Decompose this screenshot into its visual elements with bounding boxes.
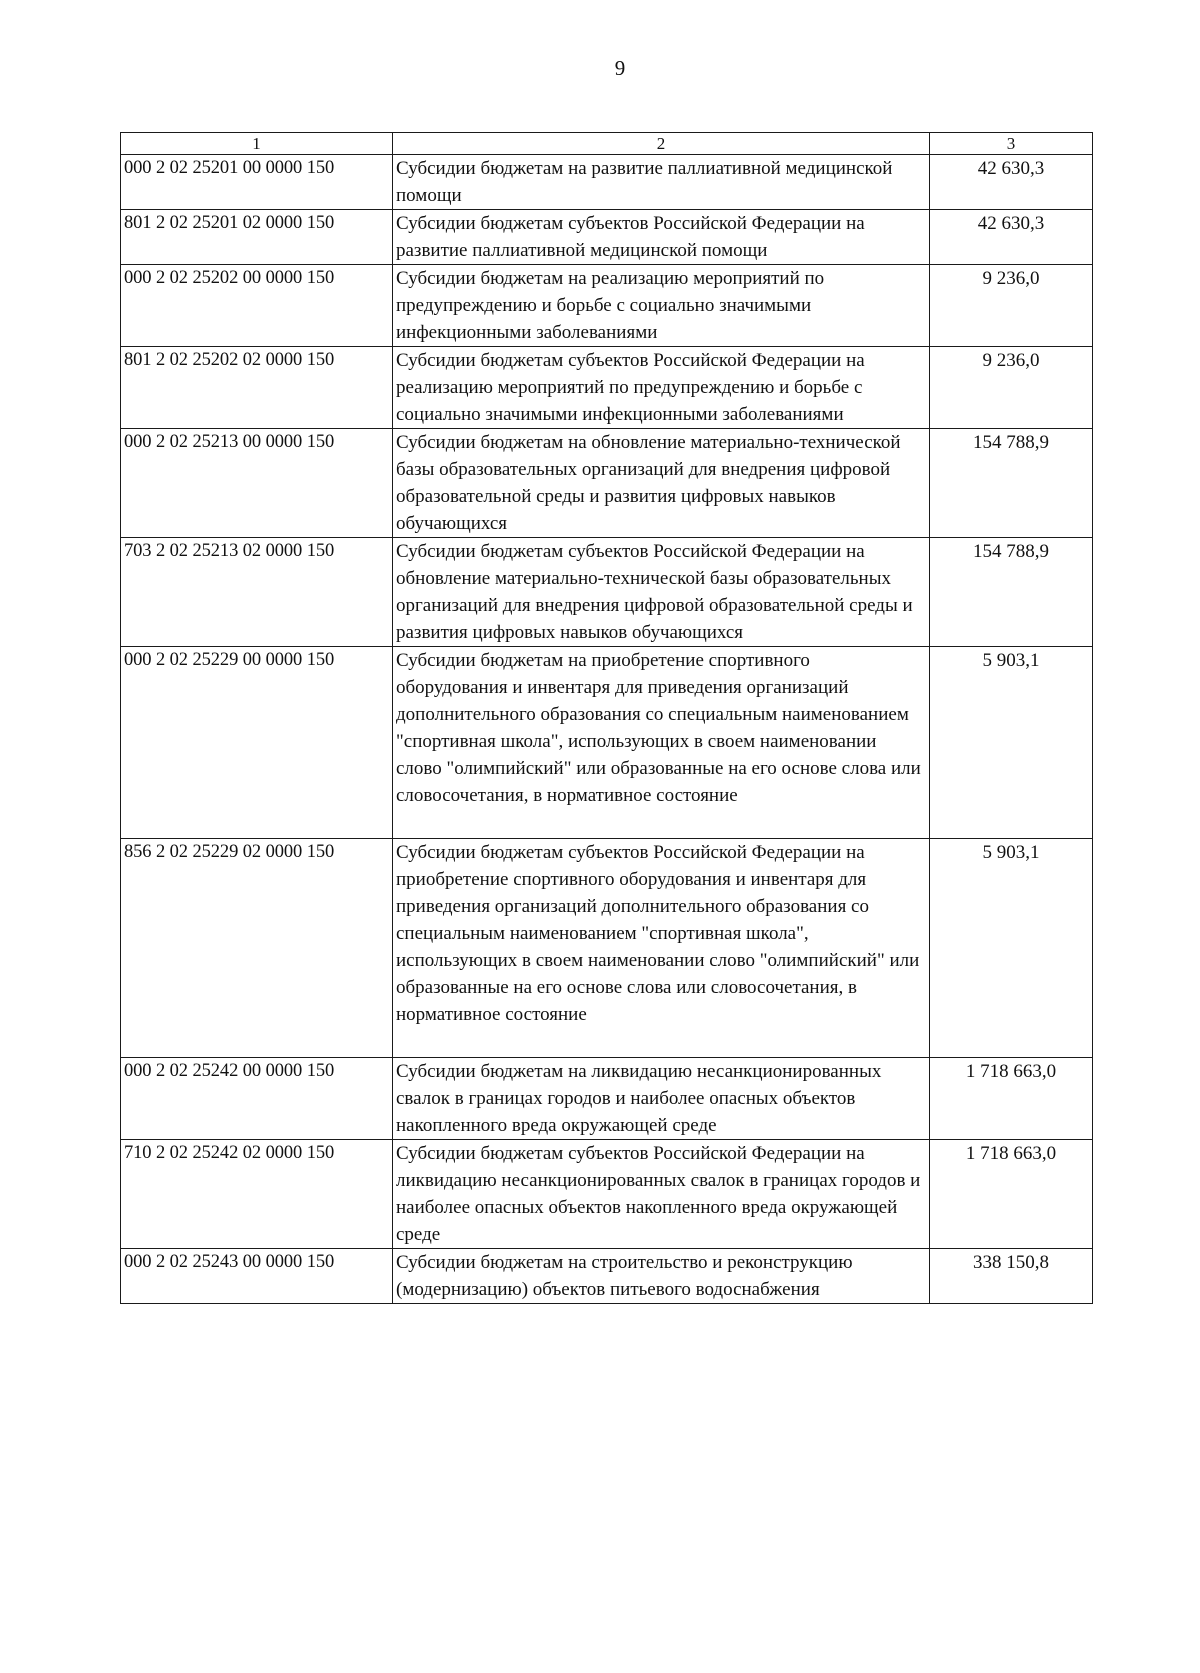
description-cell: Субсидии бюджетам субъектов Российской Федерации на приобретение спортивного оборудования и инвентаря для приведения организаций дополнительного образования со специальным наименованием "спортивная школа", использующих в своем наименовании слово "олимпийский" или образованные на его основе слова или словосочетания, в нормативное состояние	[393, 839, 930, 1058]
table-row	[121, 1249, 1093, 1304]
description-cell: Субсидии бюджетам субъектов Российской Федерации на обновление материально-технической базы образовательных организаций для внедрения цифровой образовательной среды и развития цифровых навыков обучающихся	[393, 538, 930, 647]
header-row	[121, 133, 1093, 155]
table-row	[121, 429, 1093, 538]
budget-code-cell: 703 2 02 25213 02 0000 150	[121, 538, 393, 647]
page-number: 9	[614, 56, 626, 80]
budget-code-cell: 000 2 02 25229 00 0000 150	[121, 647, 393, 839]
amount-cell: 5 903,1	[930, 647, 1093, 839]
amount-cell: 1 718 663,0	[930, 1140, 1093, 1249]
header-cell-amount: 3	[930, 133, 1093, 155]
table-header	[121, 133, 1093, 155]
budget-code-cell: 856 2 02 25229 02 0000 150	[121, 839, 393, 1058]
table-row	[121, 839, 1093, 1058]
budget-code-cell: 710 2 02 25242 02 0000 150	[121, 1140, 393, 1249]
amount-cell: 42 630,3	[930, 155, 1093, 210]
description-cell: Субсидии бюджетам субъектов Российской Федерации на развитие паллиативной медицинской помощи	[393, 210, 930, 265]
amount-cell: 42 630,3	[930, 210, 1093, 265]
amount-cell: 9 236,0	[930, 347, 1093, 429]
description-cell: Субсидии бюджетам на развитие паллиативной медицинской помощи	[393, 155, 930, 210]
table-row	[121, 1058, 1093, 1140]
amount-cell: 1 718 663,0	[930, 1058, 1093, 1140]
table-row	[121, 210, 1093, 265]
description-cell: Субсидии бюджетам на строительство и реконструкцию (модернизацию) объектов питьевого водоснабжения	[393, 1249, 930, 1304]
amount-cell: 338 150,8	[930, 1249, 1093, 1304]
table-row	[121, 155, 1093, 210]
table-row	[121, 538, 1093, 647]
description-cell: Субсидии бюджетам субъектов Российской Федерации на ликвидацию несанкционированных свалок в границах городов и наиболее опасных объектов накопленного вреда окружающей среде	[393, 1140, 930, 1249]
budget-code-cell: 000 2 02 25202 00 0000 150	[121, 265, 393, 347]
table-row	[121, 647, 1093, 839]
description-cell: Субсидии бюджетам на ликвидацию несанкционированных свалок в границах городов и наиболее опасных объектов накопленного вреда окружающей среде	[393, 1058, 930, 1140]
amount-cell: 154 788,9	[930, 538, 1093, 647]
budget-code-cell: 000 2 02 25213 00 0000 150	[121, 429, 393, 538]
budget-table	[120, 132, 1093, 1304]
budget-code-cell: 801 2 02 25201 02 0000 150	[121, 210, 393, 265]
table-row	[121, 1140, 1093, 1249]
table-row	[121, 265, 1093, 347]
description-cell: Субсидии бюджетам субъектов Российской Федерации на реализацию мероприятий по предупреждению и борьбе с социально значимыми инфекционными заболеваниями	[393, 347, 930, 429]
description-cell: Субсидии бюджетам на обновление материально-технической базы образовательных организаций для внедрения цифровой образовательной среды и развития цифровых навыков обучающихся	[393, 429, 930, 538]
amount-cell: 5 903,1	[930, 839, 1093, 1058]
header-cell-code: 1	[121, 133, 393, 155]
budget-code-cell: 000 2 02 25243 00 0000 150	[121, 1249, 393, 1304]
table-row	[121, 347, 1093, 429]
amount-cell: 9 236,0	[930, 265, 1093, 347]
table-body	[121, 155, 1093, 1304]
description-cell: Субсидии бюджетам на реализацию мероприятий по предупреждению и борьбе с социально значимыми инфекционными заболеваниями	[393, 265, 930, 347]
budget-code-cell: 000 2 02 25201 00 0000 150	[121, 155, 393, 210]
description-cell: Субсидии бюджетам на приобретение спортивного оборудования и инвентаря для приведения организаций дополнительного образования со специальным наименованием "спортивная школа", использующих в своем наименовании слово "олимпийский" или образованные на его основе слова или словосочетания, в нормативное состояние	[393, 647, 930, 839]
budget-code-cell: 000 2 02 25242 00 0000 150	[121, 1058, 393, 1140]
amount-cell: 154 788,9	[930, 429, 1093, 538]
budget-code-cell: 801 2 02 25202 02 0000 150	[121, 347, 393, 429]
header-cell-description: 2	[393, 133, 930, 155]
